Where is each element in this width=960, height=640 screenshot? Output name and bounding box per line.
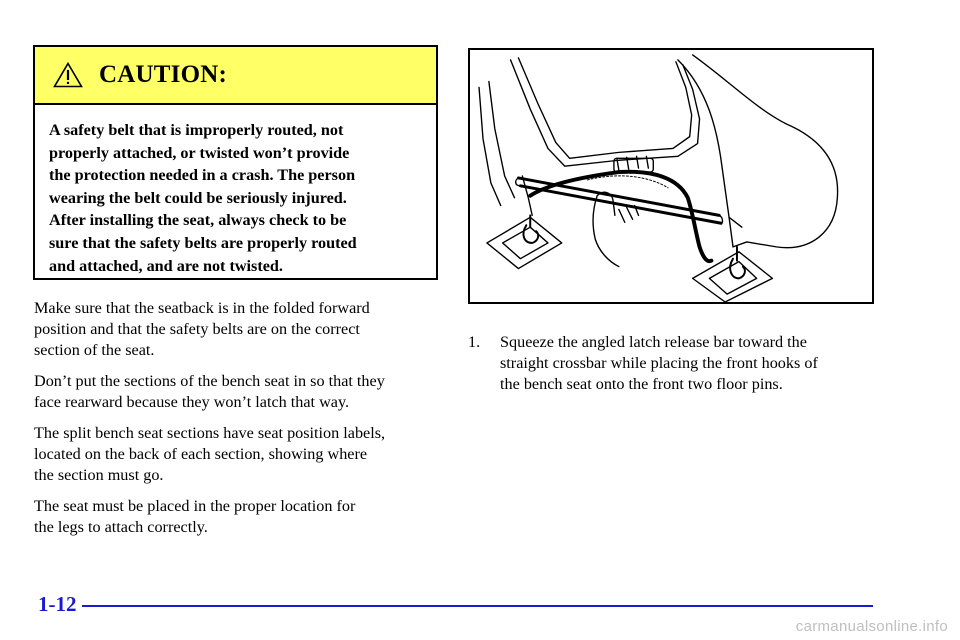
text-line: section of the seat.: [34, 341, 155, 359]
footer-rule: [82, 605, 873, 607]
caution-line: properly attached, or twisted won’t provide: [49, 143, 350, 162]
caution-header: [35, 47, 436, 105]
caution-line: sure that the safety belts are properly routed: [49, 233, 357, 252]
text-line: Squeeze the angled latch release bar toward the: [500, 333, 807, 351]
text-line: the section must go.: [34, 466, 164, 484]
text-line: located on the back of each section, showing where: [34, 445, 368, 463]
text-line: The split bench seat sections have seat position labels,: [34, 424, 386, 442]
caution-box: [33, 45, 438, 280]
text-line: The seat must be placed in the proper location for: [34, 497, 356, 515]
page-number: 1-12: [38, 592, 77, 616]
left-column-text: [34, 298, 444, 548]
caution-line: wearing the belt could be seriously injured.: [49, 188, 347, 207]
paragraph-rearward: [34, 371, 444, 413]
caution-line: and attached, and are not twisted.: [49, 256, 283, 275]
step-number: 1.: [468, 333, 481, 351]
text-line: face rearward because they won’t latch that way.: [34, 393, 350, 411]
caution-text: [35, 105, 436, 277]
text-line: the bench seat onto the front two floor pins.: [500, 375, 783, 393]
step-text: [500, 332, 868, 395]
text-line: straight crossbar while placing the front hooks of: [500, 354, 818, 372]
text-line: Don’t put the sections of the bench seat in so that they: [34, 372, 385, 390]
seat-installation-illustration: [468, 48, 874, 304]
caution-line: the protection needed in a crash. The person: [49, 166, 356, 185]
paragraph-seatback: [34, 298, 444, 361]
paragraph-position-labels: [34, 423, 444, 486]
text-line: Make sure that the seatback is in the folded forward: [34, 299, 370, 317]
seat-latch-drawing: [470, 50, 872, 302]
warning-triangle-icon: [53, 62, 83, 88]
caution-line: After installing the seat, always check to be: [49, 211, 347, 230]
paragraph-proper-location: [34, 496, 444, 538]
text-line: position and that the safety belts are on the correct: [34, 320, 360, 338]
step-1: [468, 332, 868, 395]
caution-line: A safety belt that is improperly routed, not: [49, 121, 344, 139]
caution-title: CAUTION:: [99, 61, 227, 88]
text-line: the legs to attach correctly.: [34, 518, 208, 536]
watermark-text: carmanualsonline.info: [795, 618, 948, 635]
